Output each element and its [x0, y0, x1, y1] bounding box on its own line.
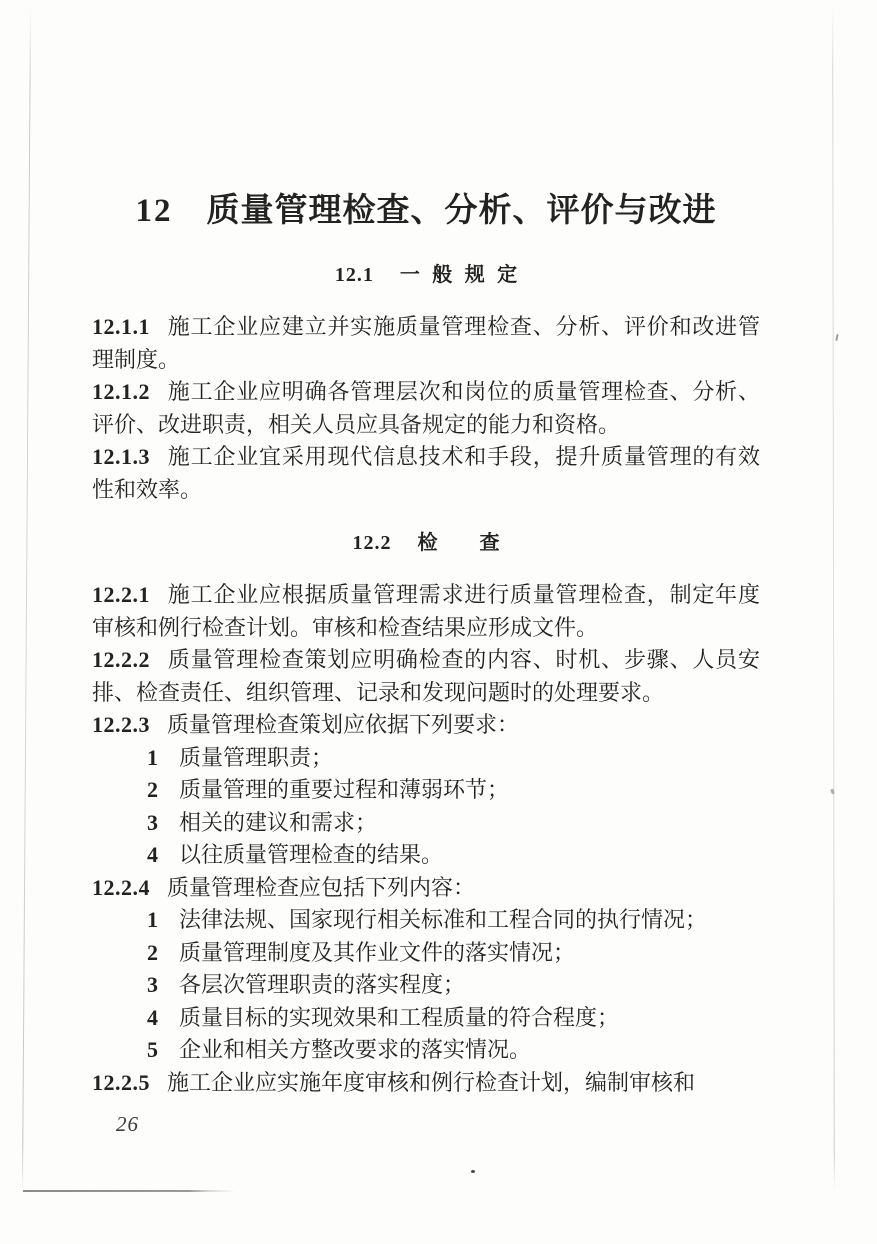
list-item-text: 质量管理职责； [179, 744, 334, 770]
clause-12-2-3 [92, 709, 760, 742]
list-item-number: 5 [147, 1037, 158, 1062]
list-item [92, 904, 760, 937]
list-item [92, 969, 760, 1002]
clause-number: 12.1.1 [92, 314, 150, 339]
ink-speck [835, 334, 838, 341]
list-item-text: 法律法规、国家现行相关标准和工程合同的执行情况； [179, 907, 708, 932]
list-item [92, 839, 760, 872]
clause-number: 12.1.2 [92, 379, 150, 404]
list-item-number: 2 [147, 939, 158, 965]
section-title: 检查 [417, 532, 542, 554]
clause-12-2-2 [92, 644, 760, 709]
clause-number: 12.2.3 [92, 712, 150, 737]
clause-12-2-1 [92, 579, 760, 644]
clause-12-2-4 [92, 872, 760, 905]
list-item-number: 1 [147, 744, 158, 770]
ink-speck [471, 1170, 475, 1173]
scan-edge-line-bottom [23, 1190, 235, 1192]
list-item [92, 937, 760, 970]
list-item [92, 774, 760, 807]
clause-text: 施工企业应建立并实施质量管理检查、分析、评价和改进管理制度。 [92, 314, 760, 372]
clause-text: 施工企业应根据质量管理需求进行质量管理检查，制定年度审核和例行检查计划。审核和检查结果应形成文件。 [92, 582, 760, 640]
body-column [92, 311, 760, 1099]
clause-number: 12.1.3 [92, 444, 150, 469]
section-title: 一般规定 [399, 264, 530, 286]
list-item-text: 相关的建议和需求； [179, 809, 378, 835]
list-item [92, 807, 760, 840]
clause-text: 质量管理检查策划应明确检查的内容、时机、步骤、人员安排、检查责任、组织管理、记录和发现问题时的处理要求。 [92, 647, 760, 705]
list-item-text: 各层次管理职责的落实程度； [179, 972, 466, 997]
list-item-number: 3 [147, 809, 158, 835]
section-heading-12-2 [92, 528, 760, 558]
clause-number: 12.2.1 [92, 582, 150, 607]
section-number: 12.1 [334, 264, 374, 286]
clause-number: 12.2.5 [92, 1069, 150, 1095]
section-number: 12.2 [352, 532, 392, 554]
list-item-number: 4 [147, 842, 158, 867]
clause-text: 质量管理检查策划应依据下列要求： [167, 712, 520, 737]
clause-number: 12.2.4 [92, 874, 150, 900]
scan-edge-line-right [832, 8, 835, 1190]
page-number: 26 [116, 1112, 139, 1136]
clause-12-1-1 [92, 311, 760, 376]
list-item-number: 3 [147, 972, 158, 997]
list-item [92, 1002, 760, 1035]
clause-text: 施工企业宜采用现代信息技术和手段，提升质量管理的有效性和效率。 [92, 444, 760, 502]
clause-number: 12.2.2 [92, 647, 150, 672]
list-item-number: 4 [147, 1004, 158, 1030]
scan-edge-line-left [22, 8, 31, 1192]
clause-12-2-5 [92, 1067, 760, 1100]
chapter-number: 12 [135, 193, 173, 229]
list-item [92, 742, 760, 775]
list-item-text: 质量目标的实现效果和工程质量的符合程度； [179, 1004, 620, 1030]
clause-12-1-3 [92, 441, 760, 506]
list-item-text: 质量管理的重要过程和薄弱环节； [179, 777, 510, 802]
clause-text: 施工企业应实施年度审核和例行检查计划，编制审核和 [167, 1069, 696, 1095]
list-item-number: 1 [147, 907, 158, 932]
clause-text: 质量管理检查应包括下列内容： [167, 874, 476, 900]
clause-12-1-2 [92, 376, 760, 441]
clause-text: 施工企业应明确各管理层次和岗位的质量管理检查、分析、评价、改进职责，相关人员应具备规定的能力和资格。 [92, 379, 760, 437]
list-item [92, 1034, 760, 1067]
list-item-number: 2 [147, 777, 158, 802]
list-item-text: 以往质量管理检查的结果。 [179, 842, 444, 867]
chapter-heading [92, 190, 760, 232]
list-item-text: 企业和相关方整改要求的落实情况。 [179, 1037, 532, 1062]
section-heading-12-1 [92, 260, 760, 290]
list-item-text: 质量管理制度及其作业文件的落实情况； [179, 939, 576, 965]
chapter-title: 质量管理检查、分析、评价与改进 [206, 193, 717, 229]
